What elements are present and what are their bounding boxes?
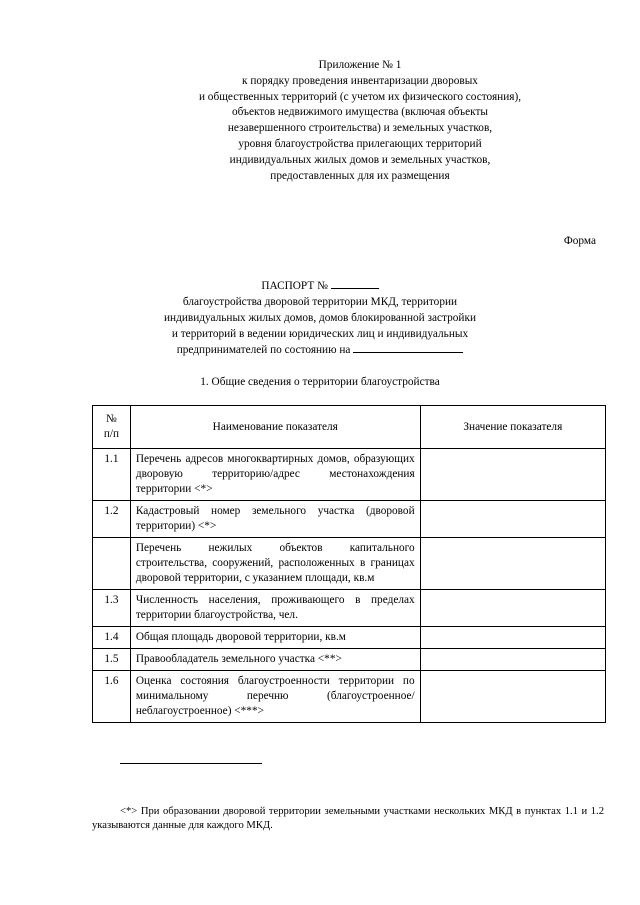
row-value[interactable]	[420, 449, 605, 501]
passport-line: и территорий в ведении юридических лиц и индивидуальных	[171, 328, 469, 340]
passport-title: ПАСПОРТ №	[261, 280, 328, 292]
row-num: 1.3	[93, 590, 131, 627]
table-row	[93, 671, 606, 723]
appendix-line: уровня благоустройства прилегающих территорий	[238, 137, 482, 150]
passport-title-line	[120, 278, 520, 294]
table-row	[93, 590, 606, 627]
row-num: 1.5	[93, 649, 131, 671]
row-name: Перечень нежилых объектов капитального строительства, сооружений, расположенных в границах дворовой территории, с указанием площади, кв.м	[130, 538, 420, 590]
appendix-line: и общественных территорий (с учетом их физического состояния),	[198, 90, 522, 103]
row-value[interactable]	[420, 649, 605, 671]
row-name: Правообладатель земельного участка <**>	[130, 649, 420, 671]
table-row	[93, 649, 606, 671]
footnote: <*> При образовании дворовой территории земельными участками нескольких МКД в пунктах 1.1 и 1.2 указываются данные для каждого МКД.	[92, 806, 604, 831]
passport-line: индивидуальных жилых домов, домов блокированной застройки	[163, 312, 476, 324]
appendix-line: к порядку проведения инвентаризации дворовых	[242, 74, 478, 87]
passport-header	[120, 278, 520, 358]
header-num: № п/п	[93, 406, 131, 449]
appendix-header	[160, 58, 640, 184]
row-value[interactable]	[420, 590, 605, 627]
row-name: Численность населения, проживающего в пределах территории благоустройства, чел.	[130, 590, 420, 627]
passport-last-line: предпринимателей по состоянию на	[176, 344, 351, 356]
row-num: 1.4	[93, 627, 131, 649]
header-name: Наименование показателя	[130, 406, 420, 449]
row-num: 1.6	[93, 671, 131, 723]
passport-number-field[interactable]	[331, 278, 379, 289]
row-num	[93, 538, 131, 590]
row-num: 1.2	[93, 501, 131, 538]
table-header-row	[93, 406, 606, 449]
row-name: Оценка состояния благоустроенности территории по минимальному перечню (благоустроенное/неблагоустроенное) <***>	[130, 671, 420, 723]
table-row	[93, 627, 606, 649]
table-row	[93, 449, 606, 501]
passport-date-line	[120, 342, 520, 358]
row-num: 1.1	[93, 449, 131, 501]
table-row	[93, 501, 606, 538]
row-name: Общая площадь дворовой территории, кв.м	[130, 627, 420, 649]
row-name: Перечень адресов многоквартирных домов, образующих дворовую территорию/адрес местонахождения территории <*>	[130, 449, 420, 501]
passport-date-field[interactable]	[353, 342, 463, 353]
header-value: Значение показателя	[420, 406, 605, 449]
row-value[interactable]	[420, 671, 605, 723]
info-table	[92, 405, 606, 723]
appendix-line: незавершенного строительства) и земельных участков,	[227, 122, 493, 135]
appendix-line: индивидуальных жилых домов и земельных участков,	[229, 153, 491, 166]
appendix-line: предоставленных для их размещения	[270, 169, 450, 182]
row-value[interactable]	[420, 501, 605, 538]
section-title: 1. Общие сведения о территории благоустройства	[200, 376, 440, 388]
row-value[interactable]	[420, 627, 605, 649]
footnote-divider	[120, 763, 262, 764]
appendix-title: Приложение № 1	[318, 59, 402, 71]
appendix-line: объектов недвижимого имущества (включая объекты	[231, 106, 488, 119]
form-label: Форма	[563, 235, 596, 247]
table-row	[93, 538, 606, 590]
passport-line: благоустройства дворовой территории МКД, территории	[182, 296, 458, 308]
row-value[interactable]	[420, 538, 605, 590]
row-name: Кадастровый номер земельного участка (дворовой территории) <*>	[130, 501, 420, 538]
